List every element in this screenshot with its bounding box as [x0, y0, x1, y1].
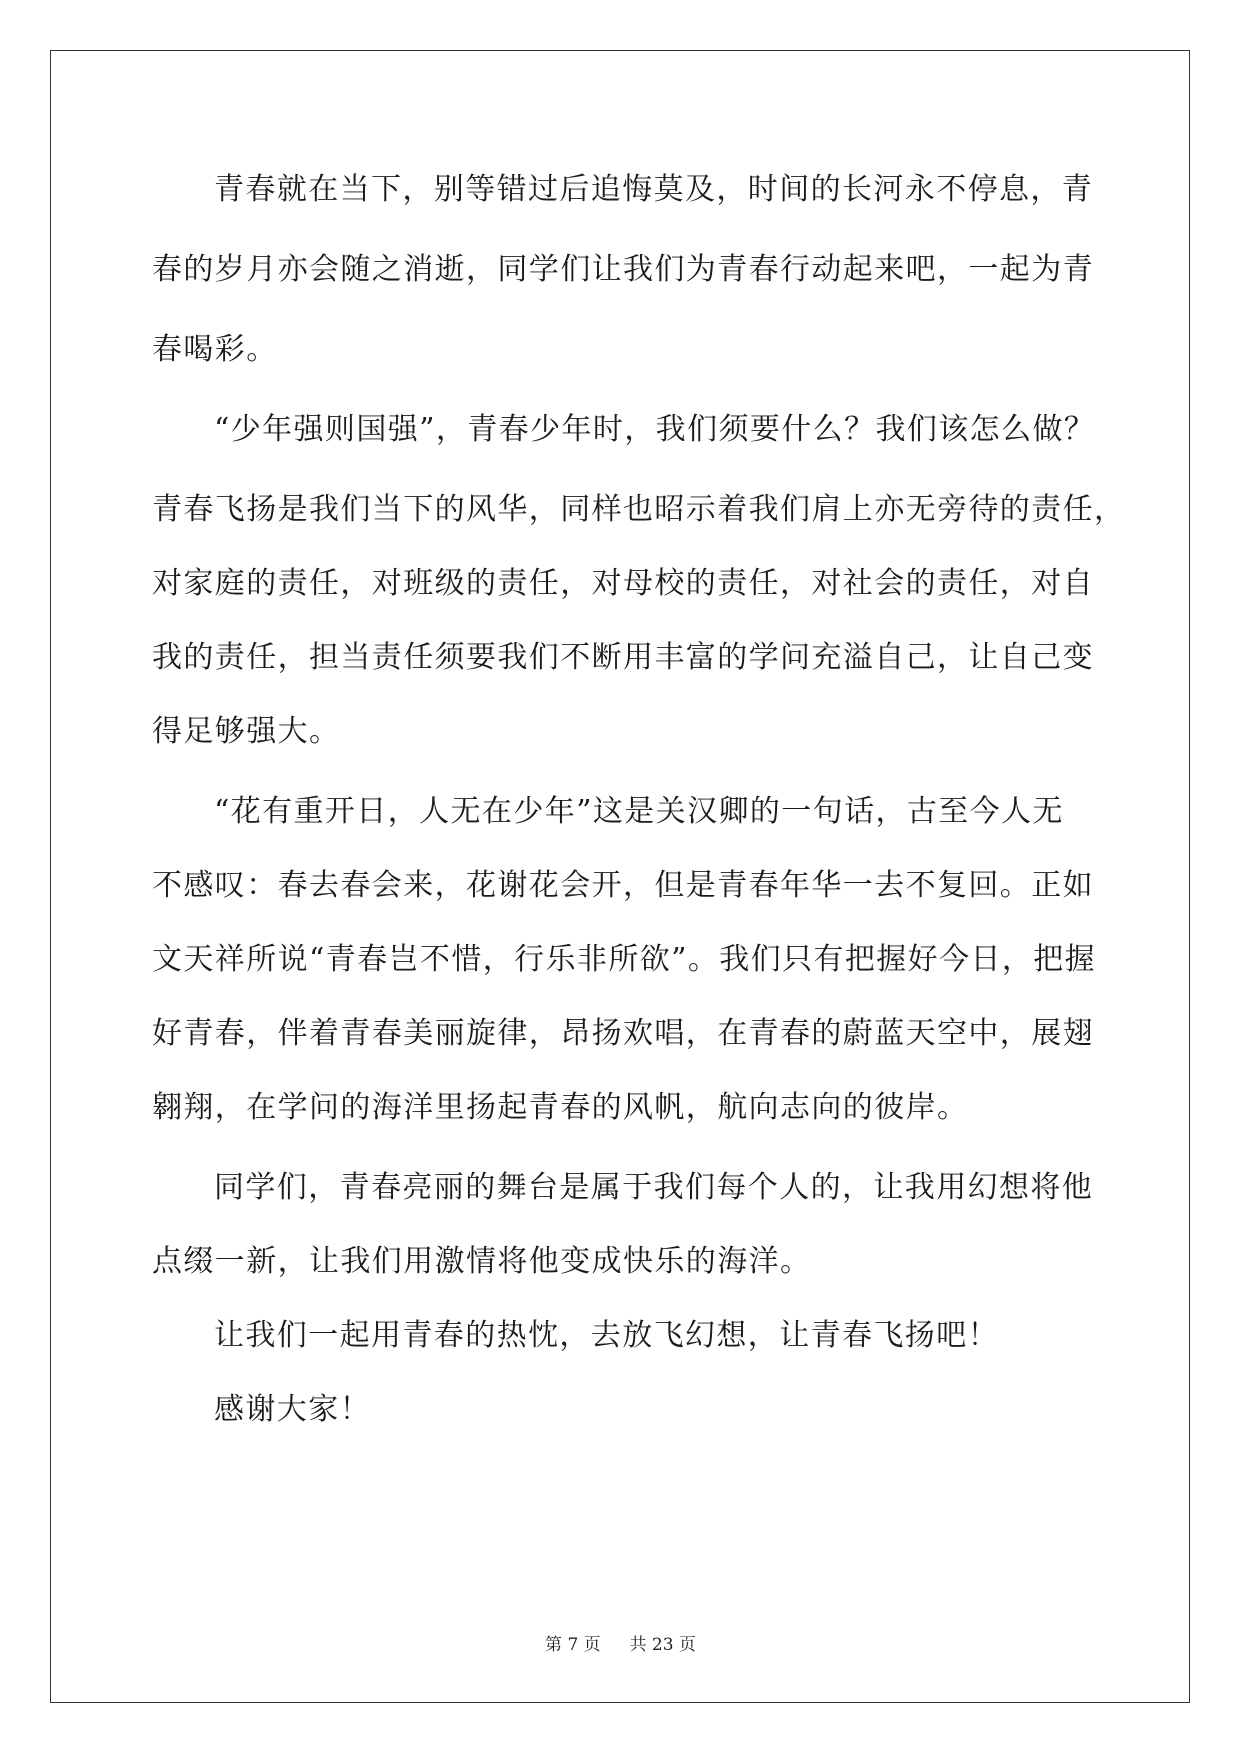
text-line: 感谢大家！	[214, 1392, 371, 1427]
paragraph	[152, 782, 1097, 1158]
text-line: 春的岁月亦会随之消逝，同学们让我们为青春行动起来吧，一起为青	[152, 252, 1094, 287]
text-line: 文天祥所说“青春岂不惜，行乐非所欲”。我们只有把握好今日，把握	[152, 942, 1097, 977]
paragraph	[152, 1306, 1087, 1380]
page-number: 第 7 页	[545, 1635, 601, 1655]
text-line: “花有重开日，人无在少年”这是关汉卿的一句话，古至今人无	[214, 794, 1064, 829]
paragraph	[152, 1380, 1087, 1454]
text-line: 青春飞扬是我们当下的风华，同样也昭示着我们肩上亦无旁待的责任，	[152, 492, 1126, 527]
page-total: 共 23 页	[629, 1635, 696, 1655]
text-line: 青春就在当下，别等错过后追悔莫及，时间的长河永不停息，青	[214, 172, 1094, 207]
text-line: 对家庭的责任，对班级的责任，对母校的责任，对社会的责任，对自	[152, 566, 1094, 601]
paragraph	[152, 400, 1126, 782]
text-line: 让我们一起用青春的热忱，去放飞幻想，让青春飞扬吧！	[214, 1318, 999, 1353]
text-line: 同学们，青春亮丽的舞台是属于我们每个人的，让我用幻想将他	[214, 1170, 1094, 1205]
text-line: 好青春，伴着青春美丽旋律，昂扬欢唱，在青春的蔚蓝天空中，展翅	[152, 1016, 1094, 1051]
text-line: 得足够强大。	[152, 714, 341, 749]
document-body	[152, 160, 1126, 1454]
paragraph	[152, 160, 1094, 400]
text-line: 我的责任，担当责任须要我们不断用丰富的学问充溢自己，让自己变	[152, 640, 1094, 675]
text-line: 不感叹：春去春会来，花谢花会开，但是青春年华一去不复回。正如	[152, 868, 1094, 903]
text-line: 点缀一新，让我们用激情将他变成快乐的海洋。	[152, 1244, 812, 1279]
text-line: “少年强则国强”，青春少年时，我们须要什么？我们该怎么做？	[214, 412, 1096, 447]
text-line: 翱翔，在学问的海洋里扬起青春的风帆，航向志向的彼岸。	[152, 1090, 969, 1125]
text-line: 春喝彩。	[152, 332, 278, 367]
page-footer	[0, 1630, 1241, 1655]
paragraph	[152, 1158, 1094, 1306]
